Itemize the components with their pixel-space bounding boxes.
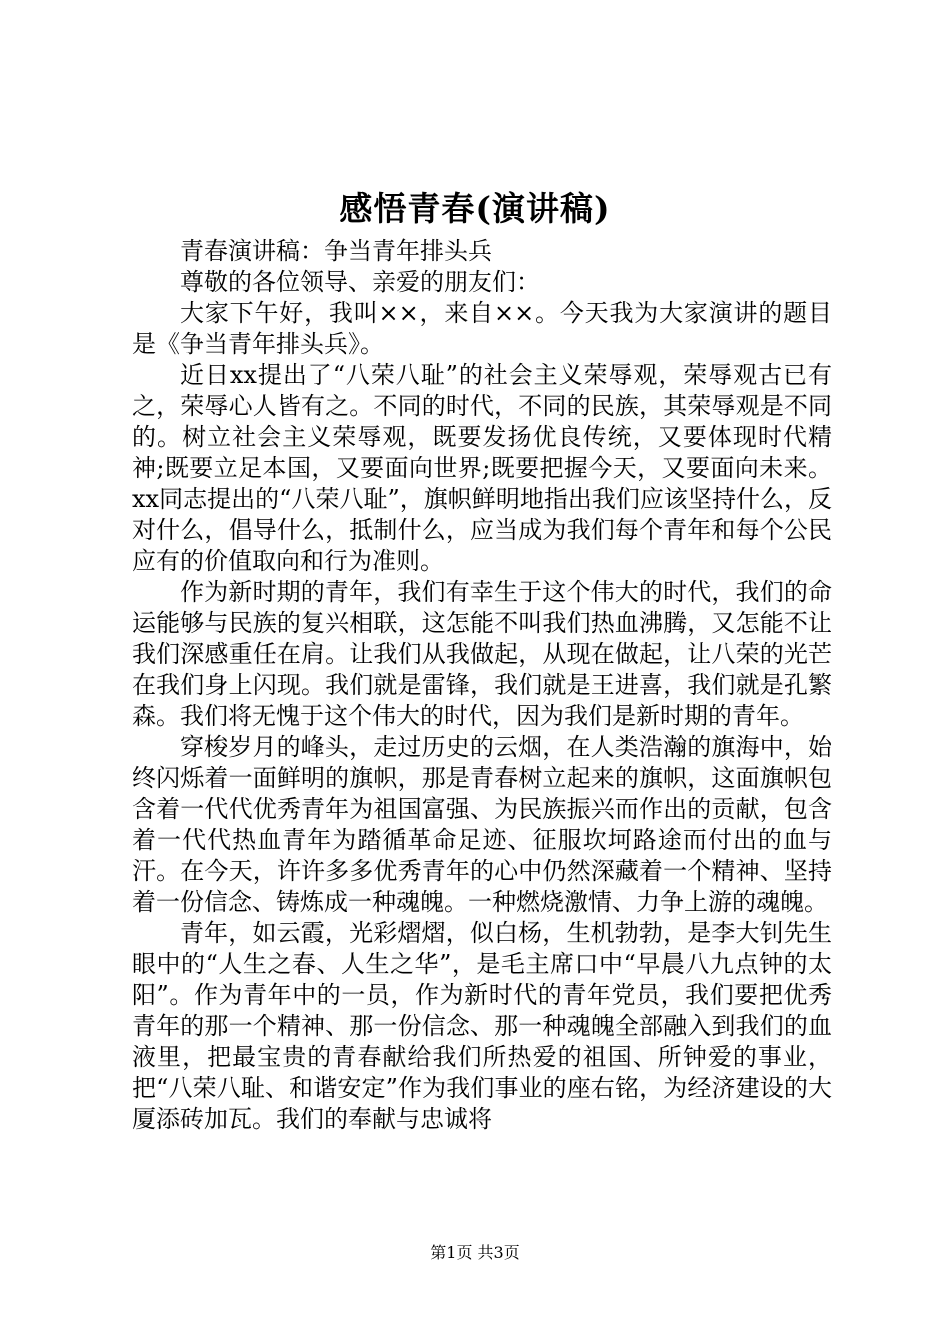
paragraph: 尊敬的各位领导、亲爱的朋友们： xyxy=(180,268,540,296)
document-title: 感悟青春(演讲稿) xyxy=(339,189,611,228)
page-footer: 第1页 共3页 xyxy=(430,1243,520,1262)
document-body xyxy=(132,236,832,1135)
paragraph: 穿梭岁月的峰头，走过历史的云烟，在人类浩瀚的旗海中，始终闪烁着一面鲜明的旗帜，那是青春树立起来的旗帜，这面旗帜包含着一代代优秀青年为祖国富强、为民族振兴而作出的贡献，包含着一代代热血青年为踏循革命足迹、征服坎坷路途而付出的血与汗。在今天，许许多多优秀青年的心中仍然深藏着一个精神、坚持着一份信念、铸炼成一种魂魄。一种燃烧激情、力争上游的魂魄。 xyxy=(132,733,832,916)
paragraph: 青年，如云霞，光彩熠熠，似白杨，生机勃勃，是李大钊先生眼中的“人生之春、人生之华”，是毛主席口中“早晨八九点钟的太阳”。作为青年中的一员，作为新时代的青年党员，我们要把优秀青年的那一个精神、那一份信念、那一种魂魄全部融入到我们的血液里，把最宝贵的青春献给我们所热爱的祖国、所钟爱的事业，把“八荣八耻、和谐安定”作为我们事业的座右铭，为经济建设的大厦添砖加瓦。我们的奉献与忠诚将 xyxy=(132,919,832,1133)
paragraph: 青春演讲稿：争当青年排头兵 xyxy=(180,237,492,265)
paragraph: 作为新时期的青年，我们有幸生于这个伟大的时代，我们的命运能够与民族的复兴相联，这怎能不叫我们热血沸腾，又怎能不让我们深感重任在肩。让我们从我做起，从现在做起，让八荣的光芒在我们身上闪现。我们就是雷锋，我们就是王进喜，我们就是孔繁森。我们将无愧于这个伟大的时代，因为我们是新时期的青年。 xyxy=(132,578,832,730)
paragraph: 近日xx提出了“八荣八耻”的社会主义荣辱观，荣辱观古已有之，荣辱心人皆有之。不同的时代，不同的民族，其荣辱观是不同的。树立社会主义荣辱观，既要发扬优良传统，又要体现时代精神;既要立足本国，又要面向世界;既要把握今天，又要面向未来。xx同志提出的“八荣八耻”，旗帜鲜明地指出我们应该坚持什么，反对什么，倡导什么，抵制什么，应当成为我们每个青年和每个公民应有的价值取向和行为准则。 xyxy=(132,361,832,575)
paragraph: 大家下午好，我叫××，来自××。今天我为大家演讲的题目是《争当青年排头兵》。 xyxy=(132,299,832,358)
